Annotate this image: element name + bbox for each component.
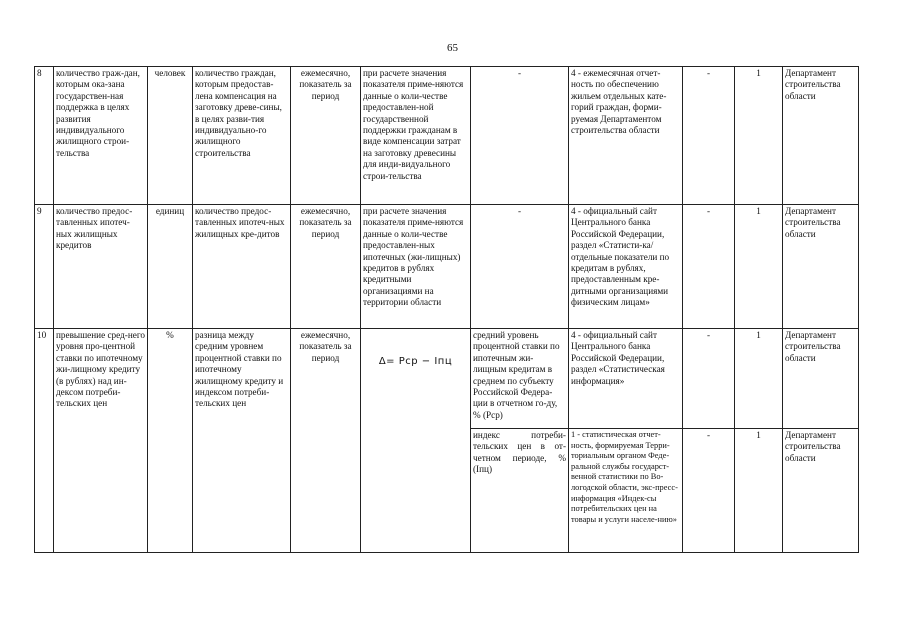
calculation-method: при расчете значения показателя приме-няются данные о коли-честве предоставлен-ных ипотечных (жи-лищных) кредитов в рублях кредитными организациями на территории области [361, 205, 471, 329]
responsible: Департамент строительства области [783, 205, 859, 329]
unit: человек [148, 67, 193, 205]
data-source: 4 - официальный сайт Центрального банка Российской Федерации, раздел «Статисти-ка/отдельные показатели по кредитам в рублях, предоставленным кре-дитными организациями физическим лицам» [569, 205, 683, 329]
calculation-method [361, 329, 471, 553]
responsible: Департамент строительства области [783, 429, 859, 553]
indicator-name: количество граж-дан, которым ока-зана государствен-ная поддержка в целях развития индивидуального жилищного строи-тельства [54, 67, 148, 205]
base-indicator: - [471, 67, 569, 205]
table-row [35, 67, 859, 205]
definition: разница между средним уровнем процентной ставки по ипотечному жилищному кредиту и индексом потреби-тельских цен [193, 329, 291, 553]
col-10: 1 [735, 429, 783, 553]
table-row [35, 205, 859, 329]
periodicity: ежемесячно, показатель за период [291, 205, 361, 329]
base-indicator: средний уровень процентной ставки по ипотечным жи-лищным кредитам в среднем по субъекту Российской Федера-ции в отчетном го-ду, % (Рср) [471, 329, 569, 429]
base-indicator: - [471, 205, 569, 329]
col-9: - [683, 329, 735, 429]
col-10: 1 [735, 67, 783, 205]
row-number: 9 [35, 205, 54, 329]
responsible: Департамент строительства области [783, 329, 859, 429]
responsible: Департамент строительства области [783, 67, 859, 205]
data-source: 4 - ежемесячная отчет-ность по обеспечению жильем отдельных кате-горий граждан, форми-руемая Департаментом строительства области [569, 67, 683, 205]
indicators-table [34, 66, 859, 553]
data-source: 1 - статистическая отчет-ность, формируемая Терри-ториальным органом Феде-ральной службы государст-венной статистики по Во-логодской области, экс-пресс-информация «Индек-сы потребительских цен на товары и услуги населе-нию» [569, 429, 683, 553]
unit: % [148, 329, 193, 553]
calculation-method: при расчете значения показателя приме-няются данные о коли-честве предоставлен-ной государственной поддержки гражданам в виде компенсации затрат на заготовку древесины для инди-видуального строи-тельства [361, 67, 471, 205]
col-10: 1 [735, 205, 783, 329]
col-9: - [683, 67, 735, 205]
row-number: 8 [35, 67, 54, 205]
unit: единиц [148, 205, 193, 329]
indicator-name: количество предос-тавленных ипотеч-ных жилищных кредитов [54, 205, 148, 329]
periodicity: ежемесячно, показатель за период [291, 329, 361, 553]
row-number: 10 [35, 329, 54, 553]
page-number: 65 [447, 42, 458, 54]
col-9: - [683, 429, 735, 553]
base-indicator: индекс потреби-тельских цен в от-четном периоде, % (Iпц) [471, 429, 569, 553]
col-9: - [683, 205, 735, 329]
data-source: 4 - официальный сайт Центрального банка Российской Федерации, раздел «Статистическая информация» [569, 329, 683, 429]
col-10: 1 [735, 329, 783, 429]
indicator-name: превышение сред-него уровня про-центной ставки по ипотечному жи-лищному кредиту (в рублях) над ин-дексом потреби-тельских цен [54, 329, 148, 553]
definition: количество предос-тавленных ипотеч-ных жилищных кре-дитов [193, 205, 291, 329]
periodicity: ежемесячно, показатель за период [291, 67, 361, 205]
formula: Δ= Pcp − Iпц [378, 356, 453, 367]
definition: количество граждан, которым предостав-лена компенсация на заготовку древе-сины, в целях разви-тия индивидуально-го жилищного строительства [193, 67, 291, 205]
table-row [35, 329, 859, 429]
